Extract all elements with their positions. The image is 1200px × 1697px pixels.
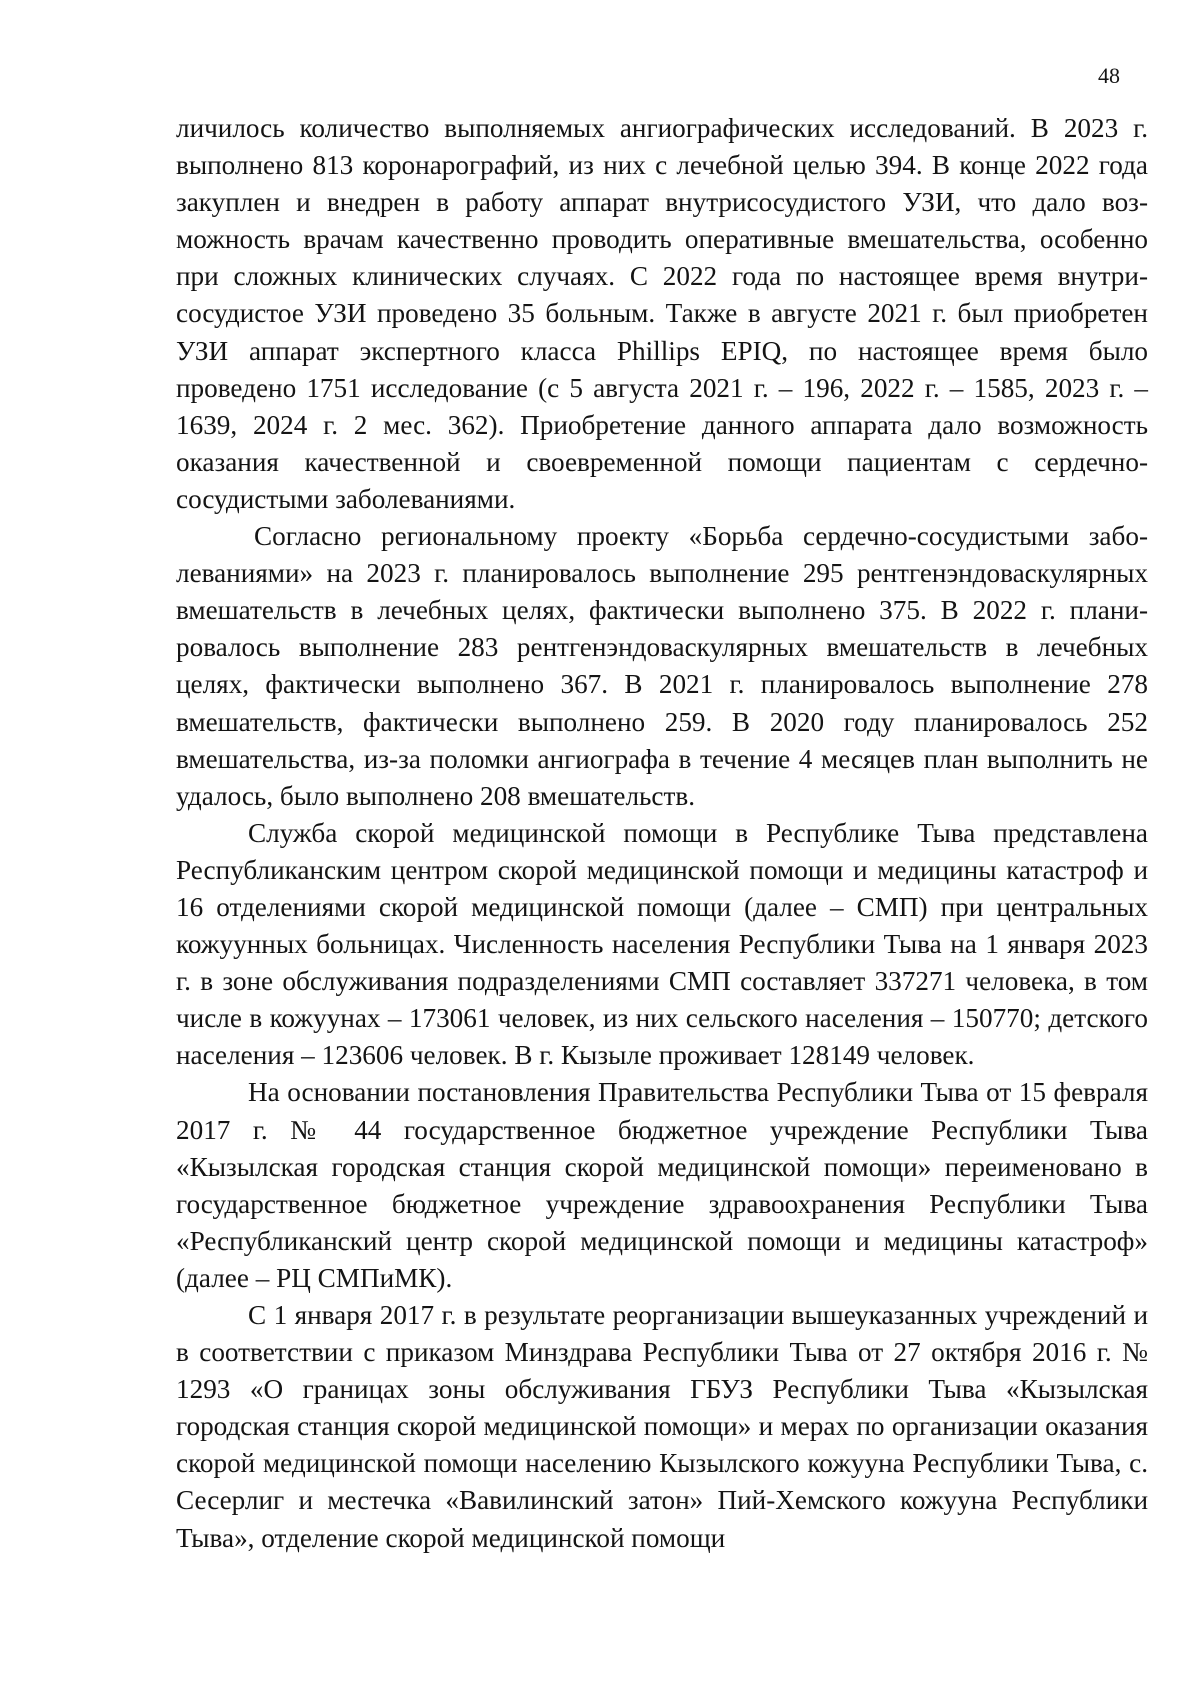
- paragraph-regional-project: Согласно региональному проекту «Борьба сердечно-сосудистыми заболеваниями» на 2023 г. планировалось выполнение 295 рентгенэндоваскулярных вмешательств в лечебных целях, фактически выполнено 375. В 2022 г. планировалось выполнение 283 рентгенэндоваскулярных вмешательств в лечебных целях, фактически выполнено 367. В 2021 г. планировалось выполнение 278 вмешательств, фактически выполнено 259. В 2020 году планировалось 252 вмешательства, из-за поломки ангиографа в течение 4 месяцев план выполнить не удалось, было выполнено 208 вмешательств.: [176, 521, 1148, 811]
- paragraph-emergency-service: Служба скорой медицинской помощи в Республике Тыва представлена Республиканским центром скорой медицинской помощи и медицины катастроф и 16 отделениями скорой медицинской помощи (далее – СМП) при центральных кожуунных больницах. Численность населения Республики Тыва на 1 января 2023 г. в зоне обслуживания подразделениями СМП составляет 337271 человека, в том числе в кожуунах – 173061 человек, из них сельского населения – 150770; детского населения – 123606 человек. В г. Кызыле проживает 128149 человек.: [176, 817, 1148, 1071]
- paragraph-reorganization: С 1 января 2017 г. в результате реорганизации вышеуказанных учреждений и в соответствии с приказом Минздрава Республики Тыва от 27 октября 2016 г. № 1293 «О границах зоны обслуживания ГБУЗ Республики Тыва «Кызылская городская станция скорой медицинской помощи» и мерах по организации оказания скорой медицинской помощи населению Кызылского кожууна Республики Тыва, с. Сесерлиг и местечка «Вавилинский затон» Пий-Хемского кожууна Республики Тыва», отделение скорой медицинской помощи: [176, 1300, 1148, 1553]
- paragraph-angiography: личилось количество выполняемых ангиографических исследований. В 2023 г. выполнено 813 коронарографий, из них с лечебной целью 394. В конце 2022 года закуплен и внедрен в работу аппарат внутрисосудистого УЗИ, что дало возможность врачам качественно проводить оперативные вмешательства, особенно при сложных клинических случаях. С 2022 года по настоящее время внутрисосудистое УЗИ проведено 35 больным. Также в августе 2021 г. был приобретен УЗИ аппарат экспертного класса Phillips EPIQ, по настоящее время было проведено 1751 исследование (с 5 августа 2021 г. – 196, 2022 г. – 1585, 2023 г. – 1639, 2024 г. 2 мес. 362). Приобретение данного аппарата дало возможность оказания качественной и своевременной помощи пациентам с сердечно-сосудистыми заболеваниями.: [176, 113, 1148, 514]
- page-number: 48: [1098, 63, 1120, 88]
- paragraph-government-decree: На основании постановления Правительства Республики Тыва от 15 февраля 2017 г. № 44 государственное бюджетное учреждение Республики Тыва «Кызылская городская станция скорой медицинской помощи» переименовано в государственное бюджетное учреждение здравоохранения Республики Тыва «Республиканский центр скорой медицинской помощи и медицины катастроф» (далее – РЦ СМПиМК).: [176, 1077, 1148, 1293]
- body-text: [176, 110, 1148, 1557]
